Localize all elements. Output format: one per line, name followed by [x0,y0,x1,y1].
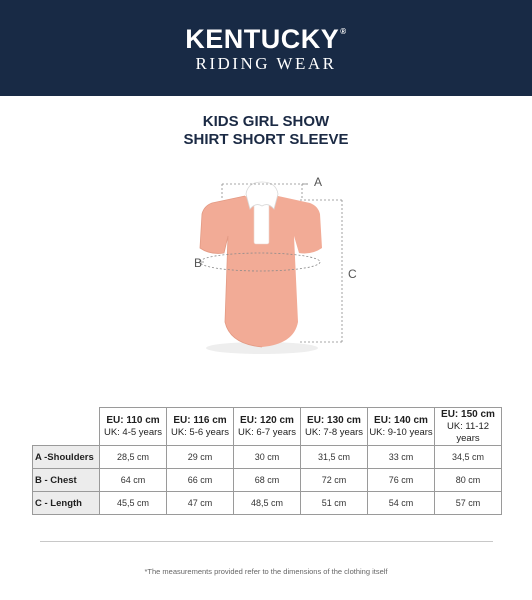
table-cell: 31,5 cm [301,446,368,469]
size-table [32,407,502,515]
table-cell: 28,5 cm [100,446,167,469]
brand-logo [0,24,532,55]
footnote: *The measurements provided refer to the dimensions of the clothing itself [144,567,388,576]
product-title-line2: SHIRT SHORT SLEEVE [183,131,349,148]
table-cell: 64 cm [100,469,167,492]
table-cell: 72 cm [301,469,368,492]
table-cell: 76 cm [368,469,435,492]
label-a: A [314,175,323,189]
table-corner [33,408,100,446]
uk-size: UK: 11-12 years [446,420,490,444]
table-cell: 68 cm [234,469,301,492]
table-row [33,492,502,515]
brand-header [0,0,532,96]
eu-size: EU: 130 cm [307,414,361,426]
table-cell: 66 cm [167,469,234,492]
divider [40,541,493,542]
table-header-row [33,408,502,446]
shirt-measurement-diagram [190,172,370,357]
size-column-header [368,408,435,446]
row-label-length: C - Length [33,492,100,515]
table-cell: 29 cm [167,446,234,469]
brand-name: KENTUCKY [185,24,340,54]
table-cell: 80 cm [435,469,502,492]
size-column-header [100,408,167,446]
label-c: C [348,267,357,281]
row-label-shoulders: A -Shoulders [33,446,100,469]
table-cell: 33 cm [368,446,435,469]
eu-size: EU: 110 cm [106,414,160,426]
table-cell: 51 cm [301,492,368,515]
table-row [33,446,502,469]
table-cell: 34,5 cm [435,446,502,469]
row-label-chest: B - Chest [33,469,100,492]
uk-size: UK: 7-8 years [304,426,364,438]
table-cell: 48,5 cm [234,492,301,515]
size-column-header [301,408,368,446]
table-cell: 30 cm [234,446,301,469]
product-title-line1: KIDS GIRL SHOW [202,113,330,130]
label-b: B [194,256,203,270]
shirt-illustration [200,182,322,354]
size-column-header [234,408,301,446]
eu-size: EU: 140 cm [374,414,428,426]
eu-size: EU: 120 cm [240,414,294,426]
registered-mark: ® [340,27,347,36]
size-column-header [435,408,502,446]
uk-size: UK: 4-5 years [103,426,163,438]
table-row [33,469,502,492]
table-cell: 57 cm [435,492,502,515]
table-cell: 54 cm [368,492,435,515]
uk-size: UK: 6-7 years [237,426,297,438]
table-cell: 47 cm [167,492,234,515]
table-cell: 45,5 cm [100,492,167,515]
size-column-header [167,408,234,446]
uk-size: UK: 5-6 years [170,426,230,438]
uk-size: UK: 9-10 years [369,426,433,438]
eu-size: EU: 116 cm [173,414,227,426]
eu-size: EU: 150 cm [441,408,495,420]
brand-subtitle: RIDING WEAR [195,54,337,73]
